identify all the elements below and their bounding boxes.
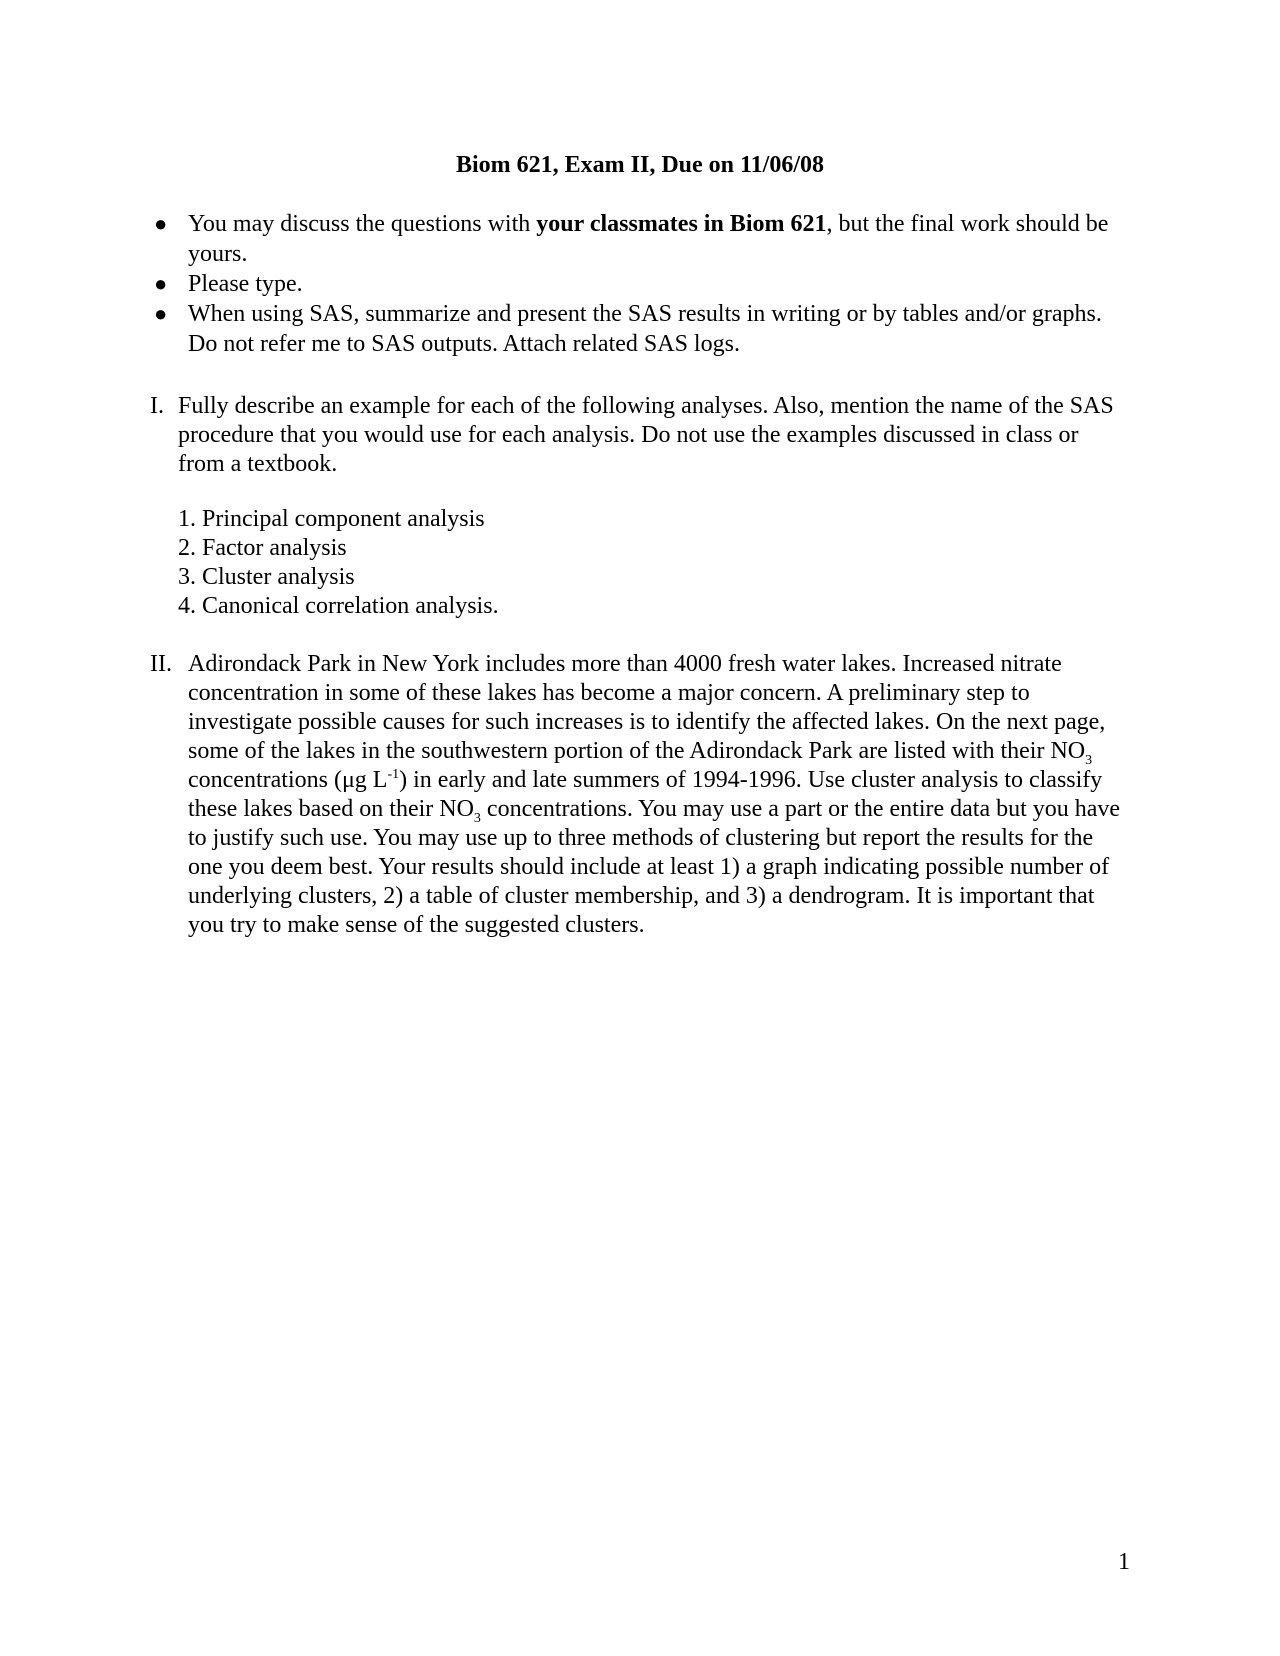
page-title: Biom 621, Exam II, Due on 11/06/08 (455, 152, 825, 178)
instruction-item (150, 269, 1130, 299)
question-text: Fully describe an example for each of the following analyses. Also, mention the name of the SAS procedure that you would use for each analysis. Do not use the examples discussed in class or from a textbook. (178, 393, 1114, 477)
instruction-item (150, 209, 1130, 269)
bullet-icon: ● (154, 211, 168, 236)
subscript: 3 (473, 810, 481, 826)
subscript: 3 (1085, 752, 1093, 768)
list-item: 1. Principal component analysis (178, 506, 485, 532)
instruction-item (150, 299, 1130, 359)
question-text (188, 650, 1130, 940)
instruction-emphasis: your classmates in Biom 621 (536, 211, 827, 237)
list-item: 2. Factor analysis (178, 535, 347, 561)
instruction-text: When using SAS, summarize and present the SAS results in writing or by tables and/or graphs. Do not refer me to SAS outputs. Attach related SAS logs. (188, 301, 1102, 357)
text-run: Adirondack Park in New York includes more than 4000 fresh water lakes. Increased nitrate concentration in some of these lakes has become a major concern. A preliminary step to investigate possible causes for such increases is to identify the affected lakes. On the next page, some of the lakes in the southwestern portion of the Adirondack Park are listed with their NO (188, 651, 1106, 764)
bullet-icon: ● (154, 301, 168, 326)
text-run: concentrations (μg L (188, 767, 388, 793)
instruction-text: You may discuss the questions with (188, 211, 537, 237)
text-run: concentrations. You may use a part or the entire data but you have to justify such use. You may use up to three methods of clustering but report the results for the one you deem best. Your results should include at least 1) a graph indicating possible number of underlying clusters, 2) a table of cluster membership, and 3) a dendrogram. It is important that you try to make sense of the suggested clusters. (188, 796, 1121, 938)
analysis-list (178, 505, 499, 621)
instruction-text: Please type. (188, 271, 303, 297)
question-number: II. (150, 651, 172, 677)
superscript: -1 (387, 767, 400, 782)
question-2 (150, 650, 1130, 940)
question-number: I. (150, 393, 164, 419)
list-item: 4. Canonical correlation analysis. (178, 593, 499, 619)
instructions-list (150, 209, 1130, 359)
question-1 (150, 392, 1130, 479)
list-item: 3. Cluster analysis (178, 564, 355, 590)
instruction-text: , but the final work should be yours. (188, 211, 1109, 267)
bullet-icon: ● (154, 271, 168, 296)
page-number: 1 (1118, 1549, 1130, 1575)
text-run: ) in early and late summers of 1994-1996. Use cluster analysis to classify these lakes based on their NO (188, 767, 1103, 822)
